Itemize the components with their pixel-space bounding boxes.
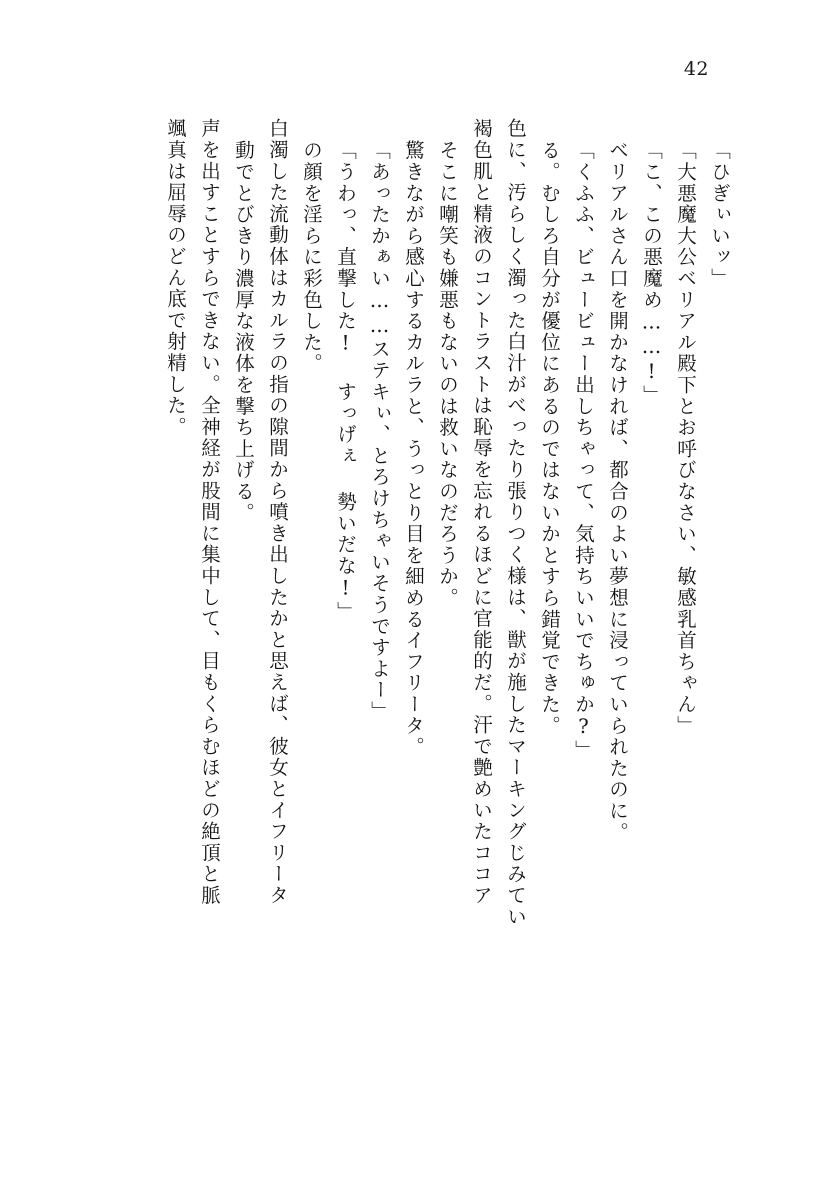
text-line: ベリアルさん口を開かなければ、都合のよい夢想に浸っていられたのに。 [606,140,629,843]
text-line: 「こ、この悪魔め……!」 [640,140,663,407]
text-line: 動でとびきり濃厚な液体を撃ち上げる。 [232,140,255,524]
page-number: 42 [683,58,709,80]
vertical-text-block [151,118,729,1128]
text-line: の顔を淫らに彩色した。 [300,140,323,375]
text-line: 声を出すことすらできない。全神経が股間に集中して、目もくらむほどの絶頂と脈 [198,118,221,907]
text-line: 「くふふ、ビュービュー出しちゃって、気持ちいいでちゅか?」 [572,140,595,762]
text-line: 「ひぎぃいッ」 [708,140,731,290]
text-line: 白濁した流動体はカルラの指の隙間から噴き出したかと思えば、彼女とイフリータ [266,118,289,907]
text-line: 褐色肌と精液のコントラストは恥辱を忘れるほどに官能的だ。汗で艶めいたココア [470,118,493,907]
text-line: 颯真は屈辱のどん底で射精した。 [164,118,187,438]
text-line: 「あったかぁい……ステキぃ、とろけちゃいそうですよー」 [368,140,391,723]
text-line: る。むしろ自分が優位にあるのではないかとすら錯覚できた。 [538,140,561,737]
text-line: そこに嘲笑も嫌悪もないのは救いなのだろうか。 [436,140,459,609]
text-line: 「大悪魔大公ベリアル殿下とお呼びなさい、敏感乳首ちゃん」 [674,140,697,737]
text-line: 「うわっ、直撃した! すっげぇ 勢いだな!」 [334,140,357,623]
text-line: 色に、汚らしく濁った白汁がべったり張りつく様は、獣が施したマーキングじみてい [504,118,527,928]
text-line: 驚きながら感心するカルラと、うっとり目を細めるイフリータ。 [402,140,425,758]
